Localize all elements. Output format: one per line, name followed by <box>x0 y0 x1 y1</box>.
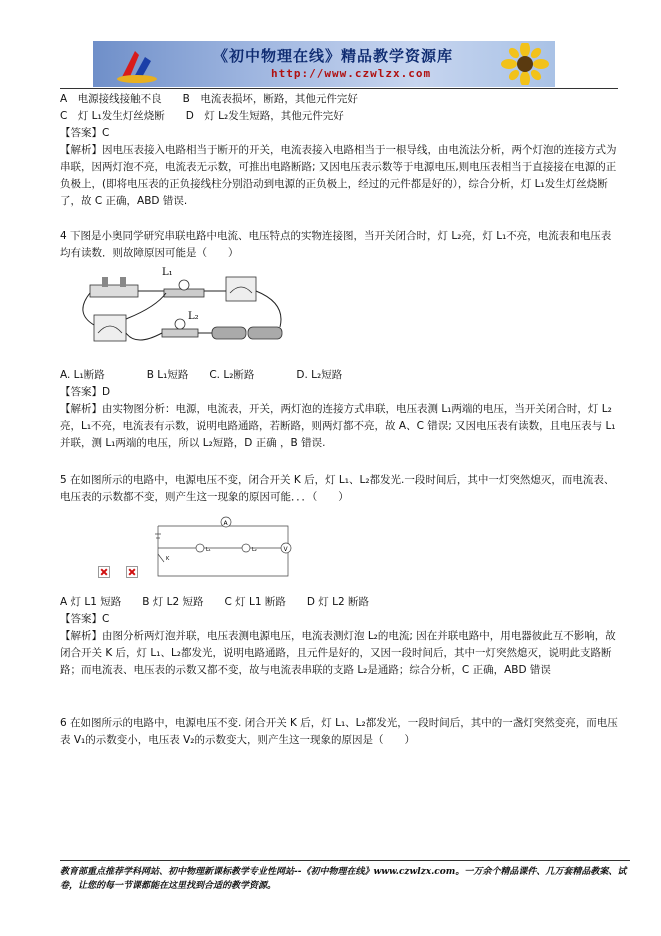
q4-circuit-figure <box>66 263 296 365</box>
logo-icon <box>115 45 159 85</box>
q4-label-l2: L₂ <box>188 311 199 322</box>
banner-url[interactable]: http://www.czwlzx.com <box>271 67 432 80</box>
header-divider <box>60 88 618 89</box>
footer-text: 教育部重点推荐学科网站、初中物理新课标教学专业性网站--《初中物理在线》www.czwlzx.com。一万余个精品课件、几万套精品教案、试卷，让您的每一节课都能在这里找到合适的教学资源。 <box>60 867 627 891</box>
broken-image-icon <box>126 566 138 578</box>
footer-divider <box>60 860 630 861</box>
q5-circuit-figure <box>148 514 298 580</box>
q5-options: A 灯 L1 短路 B 灯 L2 短路 C 灯 L1 断路 D 灯 L2 断路 <box>60 596 369 608</box>
q4-stem: 4 下图是小奥同学研究串联电路中电流、电压特点的实物连接图，当开关闭合时，灯 L₂亮，灯 L₁不亮，电流表和电压表均有读数．则故障原因可能是（ ） <box>60 230 612 259</box>
q5-voltmeter-label: V <box>283 546 288 553</box>
q5-ammeter-label: A <box>223 520 228 527</box>
q5-stem: 5 在如图所示的电路中，电源电压不变，闭合开关 K 后，灯 L₁、L₂都发光.一段时间后，其中一灯突然熄灭，而电流表、电压表的示数都不变，则产生这一现象的原因可能．．．（ ） <box>60 474 615 503</box>
q4-analysis: 【解析】由实物图分析：电源，电流表，开关，两灯泡的连接方式串联，电压表测 L₁两端的电压，当开关闭合时，灯 L₂亮，L₁不亮，电流表有示数，说明电路通路，若断路，则两灯都不亮，故 A、C 错误; 又因电压表有读数，且电压表与 L₁并联，测 L₁两端的电压，所以 L₂短路，D 正确 ，B 错误. <box>60 403 616 449</box>
q3-answer: 【答案】C <box>60 127 110 139</box>
q5-answer: 【答案】C <box>60 613 110 625</box>
banner-title: 《初中物理在线》精品教学资源库 <box>213 47 454 65</box>
q4-label-l1: L₁ <box>162 267 173 278</box>
q5-l1-label: L₁ <box>206 547 211 553</box>
q5-analysis: 【解析】由图分析两灯泡并联，电压表测电源电压，电流表测灯泡 L₂的电流; 因在并联电路中，用电器彼此互不影响，故闭合开关 K 后，灯 L₁、L₂都发光，说明电路通路，且元件是好的，又因一段时间后，其中一灯突然熄灭，说明此支路断路；而电流表、电压表的示数又都不变，故与电流表串联的支路 L₂是通路；综合分析，C 正确，ABD 错误 <box>60 630 616 676</box>
header-banner <box>93 41 555 87</box>
q3-options-line1: A 电源接线接触不良 B 电流表损坏，断路，其他元件完好 <box>60 93 358 105</box>
q3-options-line2: C 灯 L₁发生灯丝烧断 D 灯 L₂发生短路，其他元件完好 <box>60 110 344 122</box>
broken-image-icon <box>98 566 110 578</box>
q4-options: A. L₁断路 B L₁短路 C. L₂断路 D. L₂短路 <box>60 369 343 381</box>
q5-l2-label: L₂ <box>252 547 257 553</box>
q6-stem: 6 在如图所示的电路中，电源电压不变. 闭合开关 K 后，灯 L₁、L₂都发光，一段时间后，其中的一盏灯突然变亮，而电压表 V₁的示数变小，电压表 V₂的示数变大，则产生这一现象的原因是（ ） <box>60 717 618 746</box>
sunflower-icon <box>499 43 551 85</box>
q3-analysis: 【解析】因电压表接入电路相当于断开的开关，电流表接入电路相当于一根导线，由电流法分析，两个灯泡的连接方式为串联，因两灯泡不亮，电流表无示数，可推出电路断路; 又因电压表示数等于电源电压,则电压表相当于直接接在电源的正负极上，(即将电压表的正负接线柱分别沿动到电源的正负极上，经过的元件都是好的），综合分析，灯 L₁发生灯丝烧断了，故 C 正确，ABD 错误. <box>60 144 617 207</box>
q4-answer: 【答案】D <box>60 386 111 398</box>
q5-switch-label: K <box>166 556 170 562</box>
